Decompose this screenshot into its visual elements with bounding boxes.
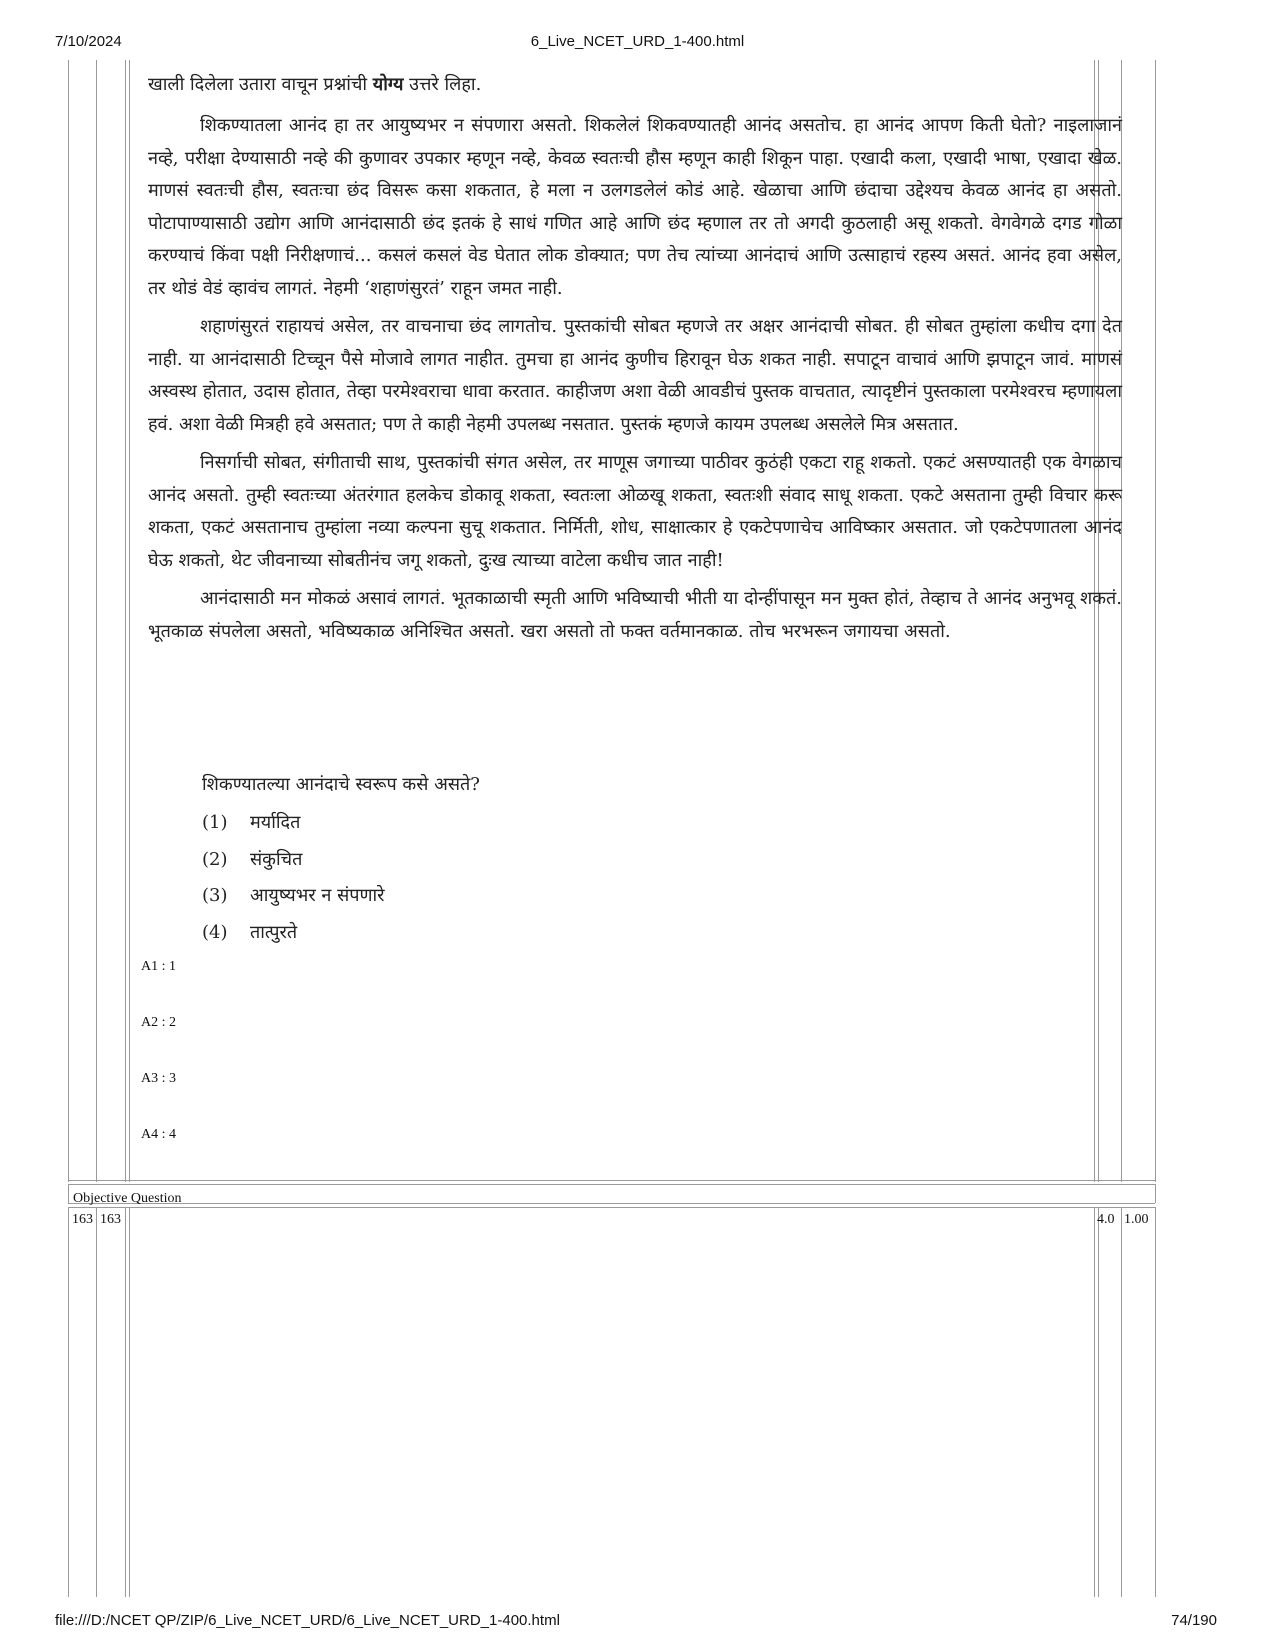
passage-paragraph-4: आनंदासाठी मन मोकळं असावं लागतं. भूतकाळाची स्मृती आणि भविष्याची भीती या दोन्हींपासून मन मुक्त होतं, तेव्हाच ते आनंद अनुभवू शकतं. भूतकाळ संपलेला असतो, भविष्यकाळ अनिश्चित असतो. खरा असतो तो फक्त वर्तमानकाळ. तोच भरभरून जगायचा असतो. [148, 588, 1122, 642]
option-4: (4) तात्पुरते [202, 921, 298, 943]
emphasis-word: योग्य [372, 74, 404, 95]
question-id: 163 [100, 1212, 121, 1227]
marks-value: 4.0 [1097, 1212, 1115, 1227]
question-text: शिकण्यातल्या आनंदाचे स्वरूप कसे असते? [202, 774, 480, 795]
question-type-label: Objective Question [73, 1191, 182, 1206]
serial-number: 163 [72, 1212, 93, 1227]
option-2: (2) संकुचित [202, 848, 303, 870]
page-number: 74/190 [1171, 1612, 1217, 1629]
negative-marks-value: 1.00 [1124, 1212, 1149, 1227]
answer-4: A4 : 4 [141, 1127, 176, 1142]
answer-2: A2 : 2 [141, 1015, 176, 1030]
passage-paragraph-1: शिकण्यातला आनंद हा तर आयुष्यभर न संपणारा असतो. शिकलेलं शिकवण्यातही आनंद असतोच. हा आनंद आपण किती घेतो? नाइलाजानं नव्हे, परीक्षा देण्यासाठी नव्हे की कुणावर उपकार म्हणून नव्हे, केवळ स्वतःची हौस म्हणून काही शिकून पाहा. एखादी कला, एखादी भाषा, एखादा खेळ. माणसं स्वतःची हौस, स्वतःचा छंद विसरू कसा शकतात, हे मला न उलगडलेलं कोडं आहे. खेळाचा आणि छंदाचा उद्देश्यच केवळ आनंद हा असतो. पोटापाण्यासाठी उद्योग आणि आनंदासाठी छंद इतकं हे साधं गणित आहे आणि छंद म्हणाल तर तो अगदी कुठलाही असू शकतो. वेगवेगळे दगड गोळा करण्याचं किंवा पक्षी निरीक्षणाचं... कसलं कसलं वेड घेतात लोक डोक्यात; पण तेच त्यांच्या आनंदाचं आणि उत्साहाचं रहस्य असतं. आनंद हवा असेल, तर थोडं वेडं व्हावंच लागतं. नेहमी ‘शहाणंसुरतं’ राहून जमत नाही. [148, 115, 1122, 299]
file-url: file:///D:/NCET QP/ZIP/6_Live_NCET_URD/6_Live_NCET_URD_1-400.html [55, 1612, 560, 1629]
reading-passage [148, 70, 1122, 654]
passage-paragraph-3: निसर्गाची सोबत, संगीताची साथ, पुस्तकांची संगत असेल, तर माणूस जगाच्या पाठीवर कुठंही एकटा राहू शकतो. एकटं असण्यातही एक वेगळाच आनंद असतो. तुम्ही स्वतःच्या अंतरंगात हलकेच डोकावू शकता, स्वतःला ओळखू शकता, स्वतःशी संवाद साधू शकता. एकटे असताना तुम्ही विचार करू शकता, एकटं असतानाच तुम्हांला नव्या कल्पना सुचू शकतात. निर्मिती, शोध, साक्षात्कार हे एकटेपणाचेच आविष्कार असतात. जो एकटेपणातला आनंद घेऊ शकतो, थेट जीवनाच्या सोबतीनंच जगू शकतो, दुःख त्याच्या वाटेला कधीच जात नाही! [148, 452, 1122, 571]
option-3: (3) आयुष्यभर न संपणारे [202, 885, 385, 906]
answer-1: A1 : 1 [141, 959, 176, 974]
option-list [202, 808, 385, 954]
option-1: (1) मर्यादित [202, 812, 301, 833]
answer-3: A3 : 3 [141, 1071, 176, 1086]
passage-paragraph-2: शहाणंसुरतं राहायचं असेल, तर वाचनाचा छंद लागतोच. पुस्तकांची सोबत म्हणजे तर अक्षर आनंदाची सोबत. ही सोबत तुम्हांला कधीच दगा देत नाही. या आनंदासाठी टिच्चून पैसे मोजावे लागत नाहीत. तुमचा हा आनंद कुणीच हिरावून घेऊ शकत नाही. सपाटून वाचावं आणि झपाटून जावं. माणसं अस्वस्थ होतात, उदास होतात, तेव्हा परमेश्वराचा धावा करतात. काहीजण अशा वेळी आवडीचं पुस्तक वाचतात, त्यादृष्टीनं पुस्तकाला परमेश्वरच म्हणायला हवं. अशा वेळी मित्रही हवे असतात; पण ते काही नेहमी उपलब्ध नसतात. पुस्तकं म्हणजे कायम उपलब्ध असलेले मित्र असतात. [148, 316, 1122, 435]
passage-instruction: खाली दिलेला उतारा वाचून प्रश्नांची योग्य उत्तरे लिहा. [148, 74, 482, 95]
document-title: 6_Live_NCET_URD_1-400.html [530, 33, 745, 50]
print-date: 7/10/2024 [55, 33, 122, 50]
